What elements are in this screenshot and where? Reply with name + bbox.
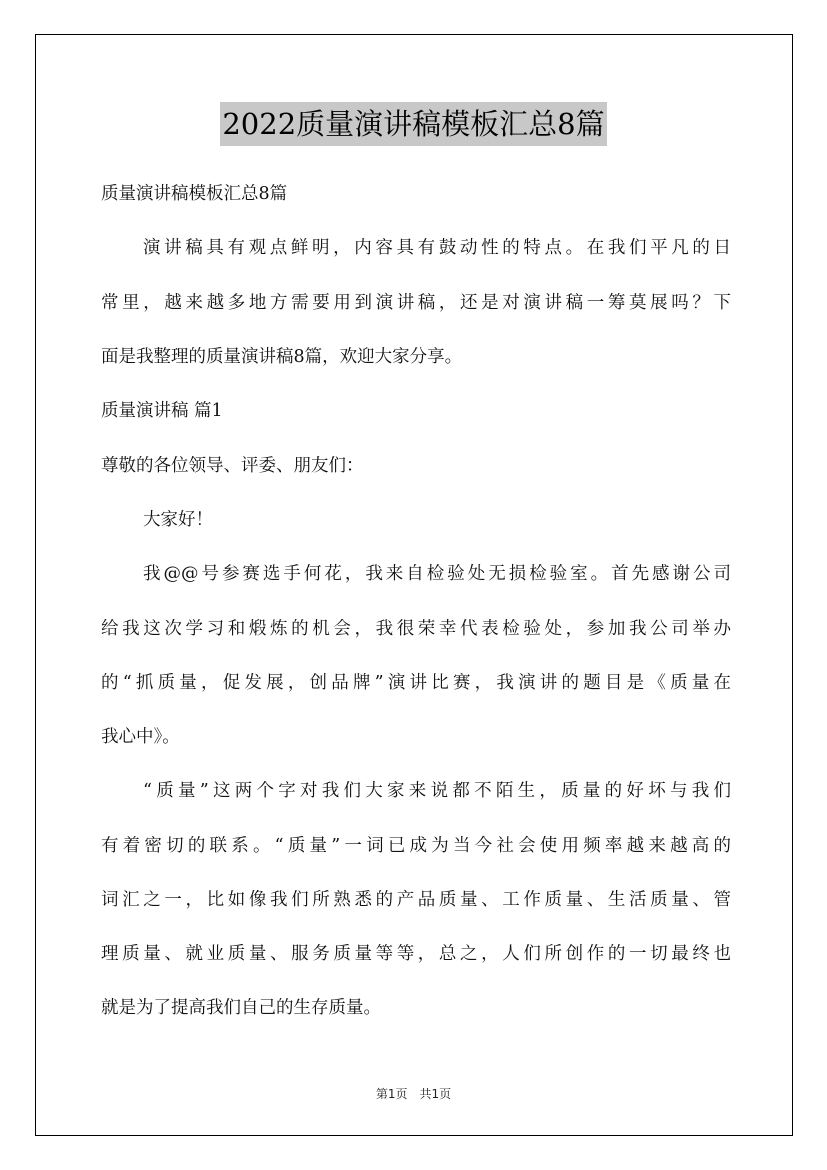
paragraph-line: 有着密切的联系。“质量”一词已成为当今社会使用频率越来越高的 xyxy=(101,836,731,856)
intro-line: 常里，越来越多地方需要用到演讲稿，还是对演讲稿一筹莫展吗？下 xyxy=(101,293,731,313)
intro-line: 面是我整理的质量演讲稿8篇，欢迎大家分享。 xyxy=(101,347,463,367)
document-subtitle: 质量演讲稿模板汇总8篇 xyxy=(101,184,288,204)
salutation: 尊敬的各位领导、评委、朋友们： xyxy=(101,456,364,476)
paragraph-line: 的“抓质量，促发展，创品牌”演讲比赛，我演讲的题目是《质量在 xyxy=(101,673,731,693)
paragraph-line: 词汇之一，比如像我们所熟悉的产品质量、工作质量、生活质量、管 xyxy=(101,890,731,910)
paragraph-line: 我心中》。 xyxy=(101,727,180,747)
paragraph-line: 我@@号参赛选手何花，我来自检验处无损检验室。首先感谢公司 xyxy=(143,564,731,584)
paragraph-line: “质量”这两个字对我们大家来说都不陌生，质量的好坏与我们 xyxy=(143,781,731,801)
section-heading: 质量演讲稿 篇1 xyxy=(101,401,223,421)
greeting: 大家好！ xyxy=(143,510,213,530)
page-number-footer: 第1页 共1页 xyxy=(375,1087,452,1101)
intro-line: 演讲稿具有观点鲜明，内容具有鼓动性的特点。在我们平凡的日 xyxy=(143,238,731,258)
title-container xyxy=(0,102,827,146)
paragraph-line: 理质量、就业质量、服务质量等等，总之，人们所创作的一切最终也 xyxy=(101,944,731,964)
paragraph-line: 给我这次学习和煅炼的机会，我很荣幸代表检验处，参加我公司举办 xyxy=(101,619,731,639)
paragraph-line: 就是为了提高我们自己的生存质量。 xyxy=(101,998,381,1018)
document-title: 2022质量演讲稿模板汇总8篇 xyxy=(220,102,606,146)
